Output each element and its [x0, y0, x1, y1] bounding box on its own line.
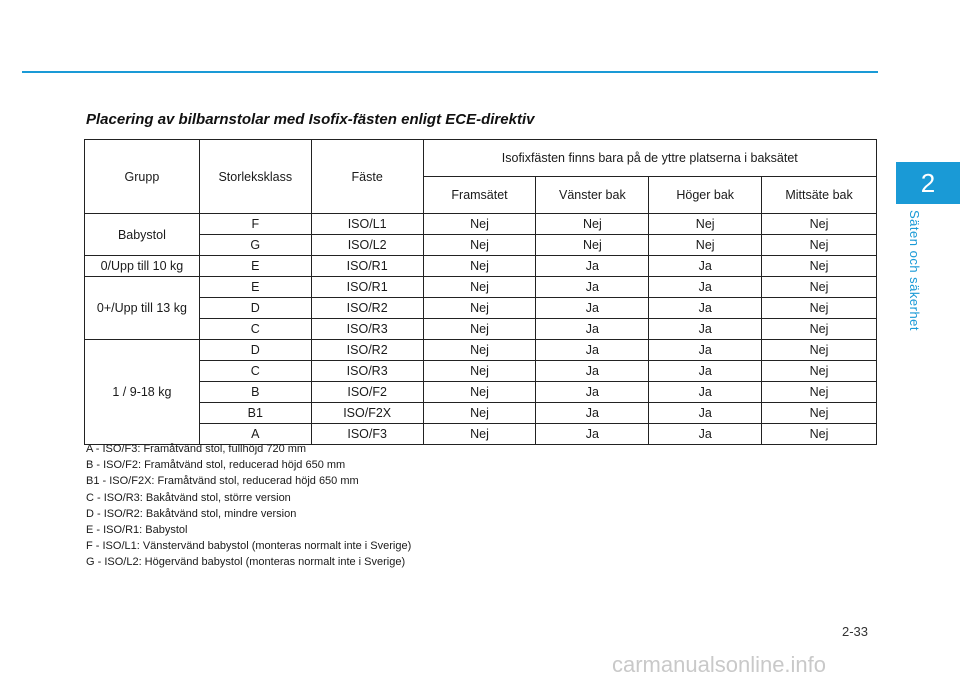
position-value-cell: Nej [423, 277, 536, 298]
position-value-cell: Nej [762, 424, 877, 445]
fixture-cell: ISO/F2X [311, 403, 423, 424]
position-value-cell: Ja [649, 277, 762, 298]
position-value-cell: Ja [536, 403, 649, 424]
footnote-line: D - ISO/R2: Bakåtvänd stol, mindre version [86, 507, 297, 520]
footnote-line: E - ISO/R1: Babystol [86, 524, 188, 537]
position-value-cell: Nej [762, 319, 877, 340]
position-value-cell: Nej [423, 403, 536, 424]
size-class-cell: B [199, 382, 311, 403]
table-row [85, 214, 877, 235]
position-value-cell: Ja [649, 403, 762, 424]
position-value-cell: Ja [536, 256, 649, 277]
size-class-cell: D [199, 340, 311, 361]
position-value-cell: Ja [536, 361, 649, 382]
position-value-cell: Nej [649, 214, 762, 235]
position-value-cell: Nej [762, 298, 877, 319]
position-value-cell: Nej [423, 298, 536, 319]
position-value-cell: Nej [536, 235, 649, 256]
group-cell: 0/Upp till 10 kg [85, 256, 200, 277]
top-rule [22, 71, 878, 73]
size-class-cell: C [199, 361, 311, 382]
position-value-cell: Ja [649, 256, 762, 277]
table-row [85, 235, 877, 256]
position-value-cell: Nej [762, 235, 877, 256]
table-row [85, 319, 877, 340]
header-size-class: Storleksklass [199, 140, 311, 214]
fixture-cell: ISO/F2 [311, 382, 423, 403]
header-rear-left: Vänster bak [536, 177, 649, 214]
position-value-cell: Nej [762, 256, 877, 277]
header-rear-right: Höger bak [649, 177, 762, 214]
size-class-cell: E [199, 256, 311, 277]
position-value-cell: Nej [423, 214, 536, 235]
chapter-label: Säten och säkerhet [907, 210, 922, 332]
size-class-cell: E [199, 277, 311, 298]
position-value-cell: Ja [649, 319, 762, 340]
position-value-cell: Nej [762, 277, 877, 298]
fixture-cell: ISO/R2 [311, 298, 423, 319]
table-row [85, 277, 877, 298]
position-value-cell: Ja [649, 298, 762, 319]
footnote-line: A - ISO/F3: Framåtvänd stol, fullhöjd 720 mm [86, 443, 307, 455]
position-value-cell: Nej [649, 235, 762, 256]
position-value-cell: Ja [649, 424, 762, 445]
fixture-cell: ISO/R3 [311, 361, 423, 382]
position-value-cell: Nej [423, 382, 536, 403]
footnote-line: C - ISO/R3: Bakåtvänd stol, större version [86, 491, 291, 504]
table-row [85, 403, 877, 424]
header-isofix-positions: Isofixfästen finns bara på de yttre platserna i baksätet [423, 140, 876, 177]
table-header-row [85, 140, 877, 177]
position-value-cell: Nej [423, 319, 536, 340]
position-value-cell: Ja [649, 361, 762, 382]
section-title: Placering av bilbarnstolar med Isofix-fästen enligt ECE-direktiv [86, 111, 535, 128]
position-value-cell: Ja [536, 319, 649, 340]
watermark: carmanualsonline.info [612, 652, 827, 677]
position-value-cell: Ja [536, 340, 649, 361]
chapter-number-tab [896, 162, 960, 204]
header-front-seat: Framsätet [423, 177, 536, 214]
isofix-table [84, 139, 877, 445]
size-class-cell: F [199, 214, 311, 235]
position-value-cell: Ja [536, 298, 649, 319]
fixture-cell: ISO/R1 [311, 256, 423, 277]
fixture-cell: ISO/L2 [311, 235, 423, 256]
size-class-cell: G [199, 235, 311, 256]
table-row [85, 256, 877, 277]
group-cell: 0+/Upp till 13 kg [85, 277, 200, 340]
size-class-cell: B1 [199, 403, 311, 424]
position-value-cell: Nej [762, 382, 877, 403]
group-cell: 1 / 9-18 kg [85, 340, 200, 445]
header-group: Grupp [85, 140, 200, 214]
fixture-cell: ISO/R3 [311, 319, 423, 340]
size-class-cell: C [199, 319, 311, 340]
position-value-cell: Ja [649, 382, 762, 403]
position-value-cell: Nej [536, 214, 649, 235]
position-value-cell: Nej [423, 361, 536, 382]
position-value-cell: Ja [536, 424, 649, 445]
position-value-cell: Nej [762, 340, 877, 361]
fixture-cell: ISO/R1 [311, 277, 423, 298]
footnote-line: F - ISO/L1: Vänstervänd babystol (monteras normalt inte i Sverige) [86, 540, 412, 553]
position-value-cell: Nej [423, 235, 536, 256]
size-class-cell: D [199, 298, 311, 319]
table-row [85, 340, 877, 361]
fixture-cell: ISO/F3 [311, 424, 423, 445]
position-value-cell: Nej [762, 403, 877, 424]
group-cell: Babystol [85, 214, 200, 256]
table-row [85, 298, 877, 319]
fixture-cell: ISO/R2 [311, 340, 423, 361]
position-value-cell: Nej [762, 214, 877, 235]
position-value-cell: Nej [423, 256, 536, 277]
position-value-cell: Ja [536, 382, 649, 403]
size-class-cell: A [199, 424, 311, 445]
chapter-number: 2 [920, 167, 936, 198]
footnote-line: G - ISO/L2: Högervänd babystol (monteras normalt inte i Sverige) [86, 556, 406, 569]
position-value-cell: Nej [423, 424, 536, 445]
footnote-line: B1 - ISO/F2X: Framåtvänd stol, reducerad höjd 650 mm [86, 475, 359, 488]
position-value-cell: Ja [649, 340, 762, 361]
table-row [85, 361, 877, 382]
footnotes [86, 441, 411, 571]
position-value-cell: Nej [762, 361, 877, 382]
table-row [85, 382, 877, 403]
position-value-cell: Nej [423, 340, 536, 361]
page-number: 2-33 [842, 624, 869, 639]
position-value-cell: Ja [536, 277, 649, 298]
footnote-line: B - ISO/F2: Framåtvänd stol, reducerad höjd 650 mm [86, 459, 346, 472]
fixture-cell: ISO/L1 [311, 214, 423, 235]
header-fixture: Fäste [311, 140, 423, 214]
header-rear-middle: Mittsäte bak [762, 177, 877, 214]
